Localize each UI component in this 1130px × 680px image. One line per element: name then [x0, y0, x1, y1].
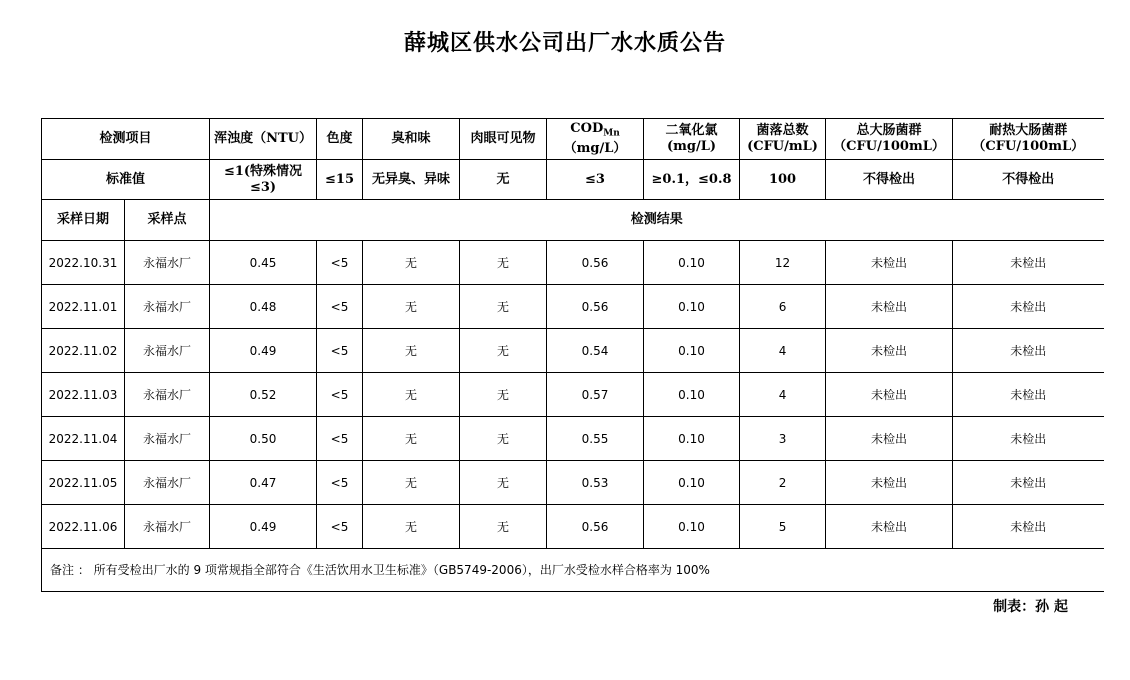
standard-visible: 无: [460, 160, 547, 200]
header-cod-unit: （mg/L）: [563, 141, 627, 157]
header-cod-sub: Mn: [603, 128, 620, 139]
cell-turbidity: 0.49: [210, 329, 317, 373]
cell-chlorine: 0.10: [644, 373, 740, 417]
cell-site: 永福水厂: [125, 373, 210, 417]
subheader-date: 采样日期: [42, 200, 125, 241]
table-row: [42, 329, 1104, 373]
cell-site: 永福水厂: [125, 329, 210, 373]
cell-date: 2022.11.06: [42, 505, 125, 549]
cell-odor: 无: [363, 285, 460, 329]
cell-colony: 2: [740, 461, 826, 505]
cell-date: 2022.11.01: [42, 285, 125, 329]
cell-colony: 3: [740, 417, 826, 461]
cell-thermo: 未检出: [953, 241, 1104, 285]
cell-coliform: 未检出: [826, 461, 953, 505]
cell-site: 永福水厂: [125, 285, 210, 329]
table-row: [42, 373, 1104, 417]
cell-colony: 4: [740, 373, 826, 417]
cell-odor: 无: [363, 505, 460, 549]
maker-signature: 制表：孙 起: [993, 599, 1068, 615]
header-cod-main: COD: [570, 120, 604, 136]
standard-chlorine: ≥0.1，≤0.8: [644, 160, 740, 200]
cell-colony: 6: [740, 285, 826, 329]
header-cod: [547, 119, 644, 160]
cell-odor: 无: [363, 417, 460, 461]
cell-coliform: 未检出: [826, 241, 953, 285]
cell-odor: 无: [363, 241, 460, 285]
cell-thermo: 未检出: [953, 373, 1104, 417]
standard-color: ≤15: [317, 160, 363, 200]
cell-cod: 0.56: [547, 285, 644, 329]
cell-color: <5: [317, 373, 363, 417]
table-row: [42, 461, 1104, 505]
header-visible: 肉眼可见物: [460, 119, 547, 160]
cell-chlorine: 0.10: [644, 461, 740, 505]
cell-coliform: 未检出: [826, 417, 953, 461]
cell-color: <5: [317, 461, 363, 505]
cell-date: 2022.11.04: [42, 417, 125, 461]
header-turbidity: 浑浊度（NTU）: [210, 119, 317, 160]
header-chlorine: 二氧化氯(mg/L): [644, 119, 740, 160]
header-row: [42, 119, 1104, 160]
cell-visible: 无: [460, 285, 547, 329]
cell-coliform: 未检出: [826, 505, 953, 549]
note-row: [42, 549, 1104, 592]
subheader-results: 检测结果: [210, 200, 1104, 241]
header-color: 色度: [317, 119, 363, 160]
table-row: [42, 417, 1104, 461]
header-colony-label: 菌落总数: [756, 123, 809, 138]
cell-date: 2022.11.03: [42, 373, 125, 417]
cell-odor: 无: [363, 373, 460, 417]
subheader-site: 采样点: [125, 200, 210, 241]
standard-cod: ≤3: [547, 160, 644, 200]
standard-thermo: 不得检出: [953, 160, 1104, 200]
cell-color: <5: [317, 241, 363, 285]
standard-row: [42, 160, 1104, 200]
table-row: [42, 505, 1104, 549]
header-coliform-unit: （CFU/100mL）: [833, 139, 945, 154]
cell-date: 2022.11.02: [42, 329, 125, 373]
water-quality-table: [41, 118, 1104, 592]
standard-label: 标准值: [42, 160, 210, 200]
cell-visible: 无: [460, 461, 547, 505]
cell-cod: 0.54: [547, 329, 644, 373]
cell-visible: 无: [460, 329, 547, 373]
table-row: [42, 241, 1104, 285]
standard-odor: 无异臭、异味: [363, 160, 460, 200]
cell-color: <5: [317, 285, 363, 329]
cell-color: <5: [317, 417, 363, 461]
subheader-row: [42, 200, 1104, 241]
cell-color: <5: [317, 505, 363, 549]
header-coliform-label: 总大肠菌群: [856, 123, 922, 138]
cell-coliform: 未检出: [826, 373, 953, 417]
cell-thermo: 未检出: [953, 461, 1104, 505]
cell-visible: 无: [460, 417, 547, 461]
header-thermo-label: 耐热大肠菌群: [989, 123, 1068, 138]
header-colony: [740, 119, 826, 160]
cell-chlorine: 0.10: [644, 505, 740, 549]
cell-turbidity: 0.49: [210, 505, 317, 549]
standard-colony: 100: [740, 160, 826, 200]
page-title: 薛城区供水公司出厂水水质公告: [403, 30, 726, 56]
cell-cod: 0.55: [547, 417, 644, 461]
cell-date: 2022.11.05: [42, 461, 125, 505]
cell-site: 永福水厂: [125, 241, 210, 285]
cell-turbidity: 0.50: [210, 417, 317, 461]
cell-site: 永福水厂: [125, 417, 210, 461]
cell-coliform: 未检出: [826, 329, 953, 373]
cell-site: 永福水厂: [125, 461, 210, 505]
cell-cod: 0.53: [547, 461, 644, 505]
cell-date: 2022.10.31: [42, 241, 125, 285]
header-thermo: [953, 119, 1104, 160]
cell-color: <5: [317, 329, 363, 373]
header-thermo-unit: （CFU/100mL）: [972, 139, 1085, 154]
cell-visible: 无: [460, 373, 547, 417]
cell-thermo: 未检出: [953, 285, 1104, 329]
cell-cod: 0.56: [547, 505, 644, 549]
cell-colony: 5: [740, 505, 826, 549]
cell-colony: 12: [740, 241, 826, 285]
cell-chlorine: 0.10: [644, 329, 740, 373]
cell-cod: 0.56: [547, 241, 644, 285]
standard-coliform: 不得检出: [826, 160, 953, 200]
cell-turbidity: 0.52: [210, 373, 317, 417]
cell-turbidity: 0.48: [210, 285, 317, 329]
cell-odor: 无: [363, 461, 460, 505]
cell-visible: 无: [460, 505, 547, 549]
cell-visible: 无: [460, 241, 547, 285]
header-odor: 臭和味: [363, 119, 460, 160]
cell-odor: 无: [363, 329, 460, 373]
cell-chlorine: 0.10: [644, 417, 740, 461]
header-coliform: [826, 119, 953, 160]
cell-turbidity: 0.47: [210, 461, 317, 505]
cell-coliform: 未检出: [826, 285, 953, 329]
cell-thermo: 未检出: [953, 329, 1104, 373]
cell-chlorine: 0.10: [644, 241, 740, 285]
header-item: 检测项目: [42, 119, 210, 160]
standard-turbidity: ≤1(特殊情况≤3): [210, 160, 317, 200]
cell-turbidity: 0.45: [210, 241, 317, 285]
cell-thermo: 未检出: [953, 505, 1104, 549]
header-colony-unit: (CFU/mL): [747, 139, 818, 154]
table-row: [42, 285, 1104, 329]
cell-site: 永福水厂: [125, 505, 210, 549]
cell-cod: 0.57: [547, 373, 644, 417]
note-text: 备注 ： 所有受检出厂水的 9 项常规指全部符合《生活饮用水卫生标准》（GB5749-2006），出厂水受检水样合格率为 100%: [42, 549, 1104, 592]
cell-colony: 4: [740, 329, 826, 373]
cell-chlorine: 0.10: [644, 285, 740, 329]
cell-thermo: 未检出: [953, 417, 1104, 461]
